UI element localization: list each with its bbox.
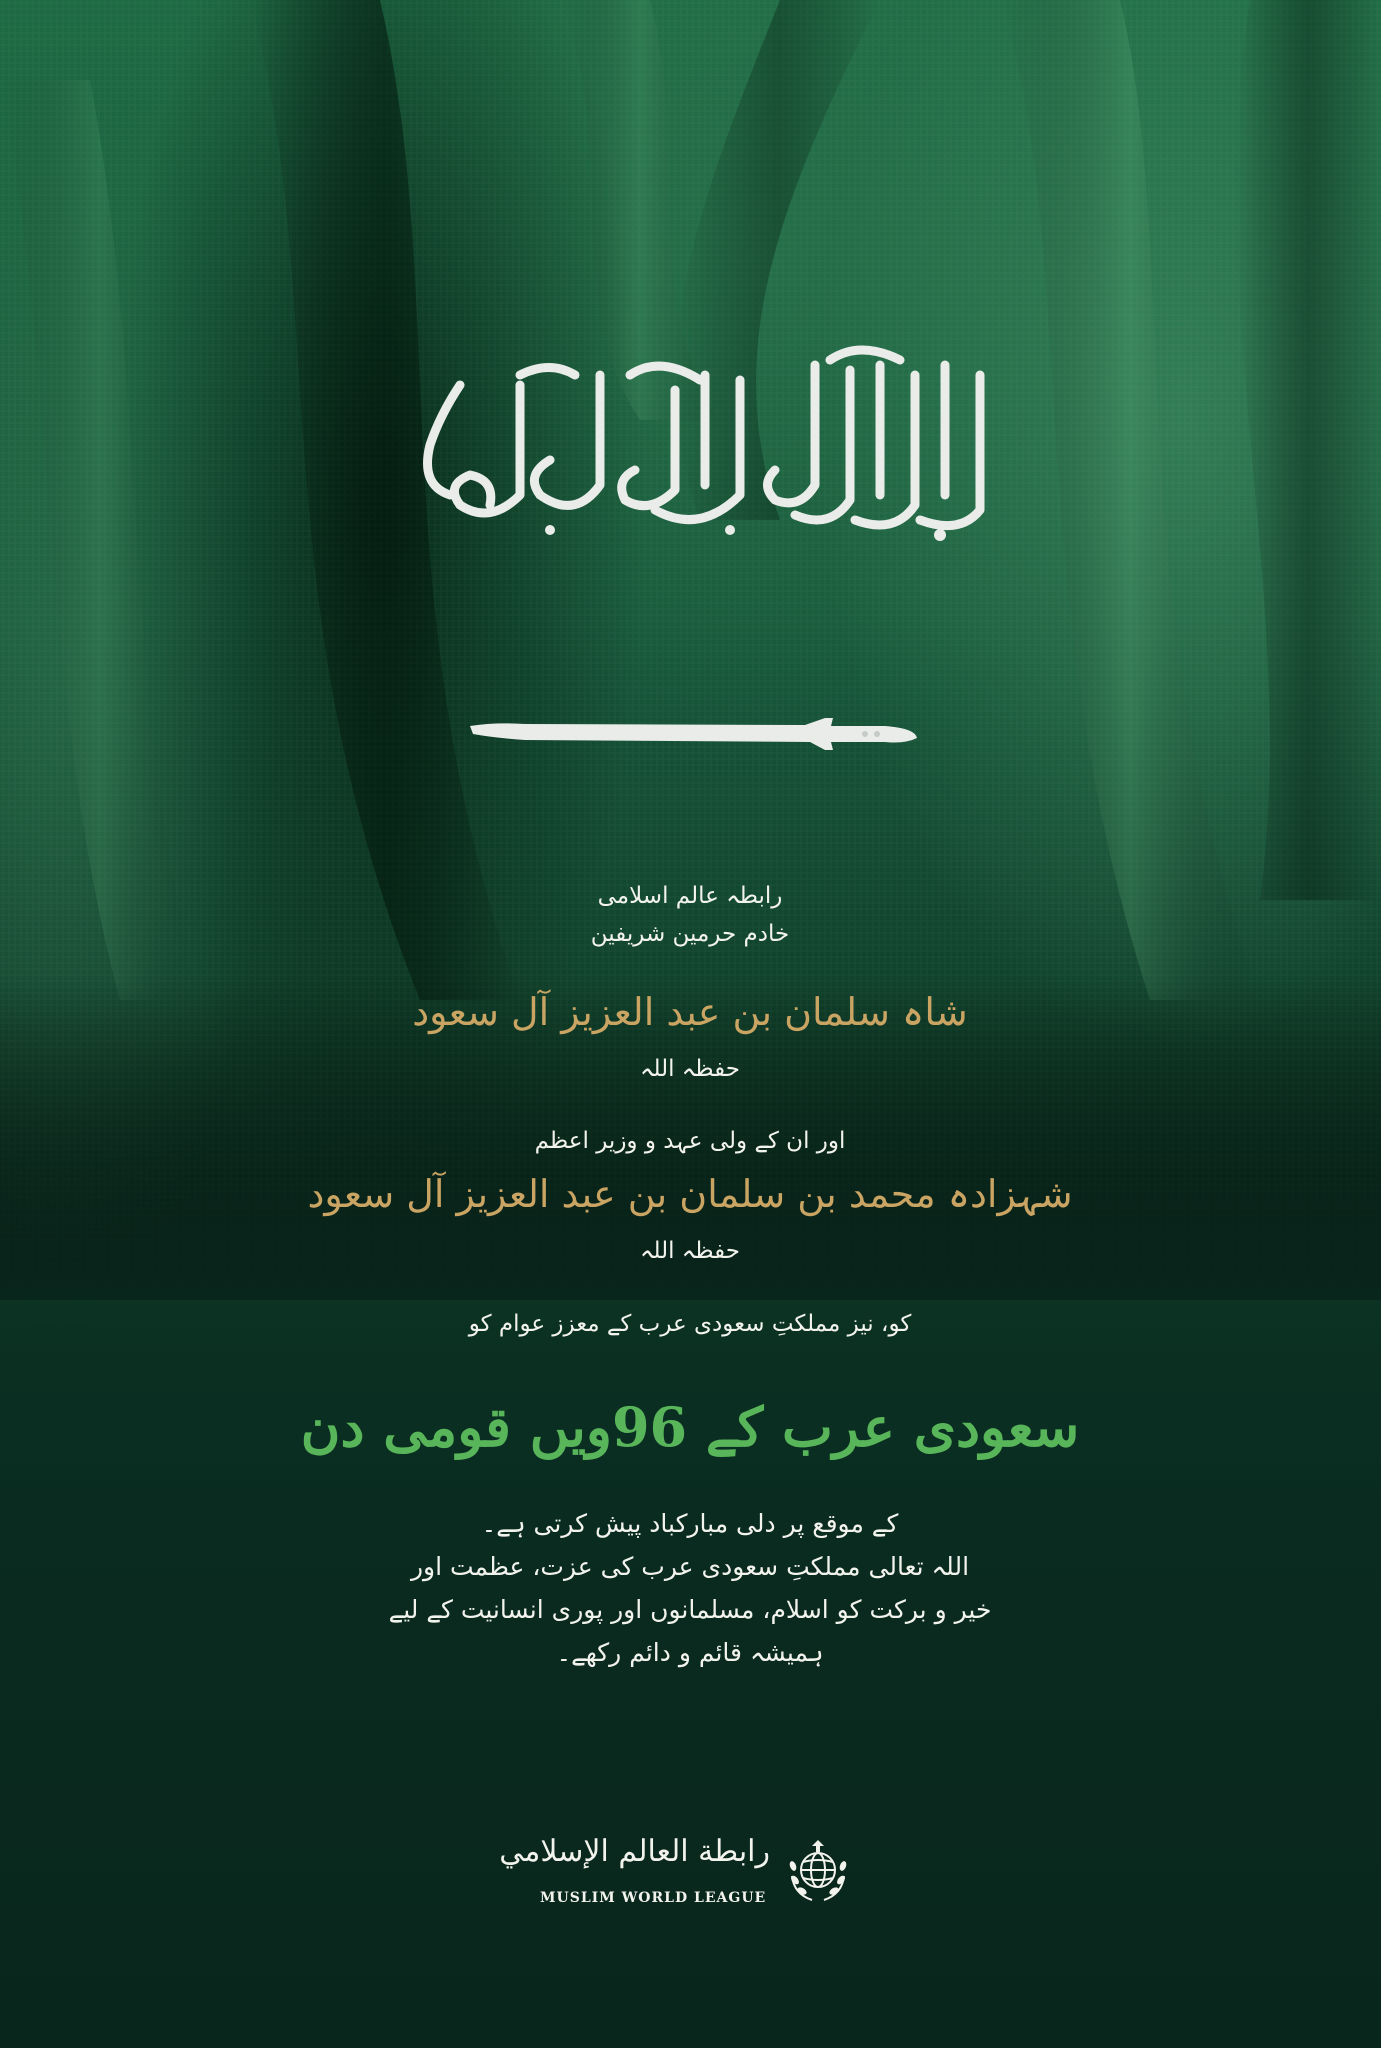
- text-line-crown-prince-intro: اور ان کے ولی عہد و وزیر اعظم: [534, 1128, 846, 1154]
- globe-wreath-icon: [782, 1836, 854, 1908]
- text-line-hafizahullah-1: حفظہ اللہ: [640, 1056, 740, 1082]
- headline-national-day: سعودی عرب کے 96ویں قومی دن: [300, 1395, 1080, 1459]
- text-line-people: کو، نیز مملکتِ سعودی عرب کے معزز عوام کو: [468, 1311, 912, 1337]
- shahada-calligraphy: [400, 335, 1000, 555]
- crown-prince-name: شہزادہ محمد بن سلمان بن عبد العزیز آل سعود: [307, 1172, 1073, 1216]
- body-line-4: ہمیشہ قائم و دائم رکھے۔: [556, 1638, 824, 1667]
- logo-arabic-text: رابطة العالم الإسلامي: [499, 1834, 770, 1869]
- body-line-1: کے موقع پر دلی مبارکباد پیش کرتی ہے۔: [481, 1509, 899, 1538]
- text-line-hafizahullah-2: حفظہ اللہ: [640, 1238, 740, 1264]
- text-line-khadim: خادم حرمین شریفین: [590, 921, 790, 947]
- body-line-3: خیر و برکت کو اسلام، مسلمانوں اور پوری انسانیت کے لیے: [388, 1595, 992, 1624]
- sword-emblem: [465, 712, 920, 752]
- king-name: شاہ سلمان بن عبد العزیز آل سعود: [412, 990, 968, 1034]
- text-line-rabita: رابطہ عالم اسلامی: [597, 883, 783, 909]
- muslim-world-league-logo: [499, 1832, 860, 1912]
- logo-english-text: MUSLIM WORLD LEAGUE: [540, 1890, 767, 1906]
- body-line-2: اللہ تعالی مملکتِ سعودی عرب کی عزت، عظمت اور: [410, 1552, 970, 1581]
